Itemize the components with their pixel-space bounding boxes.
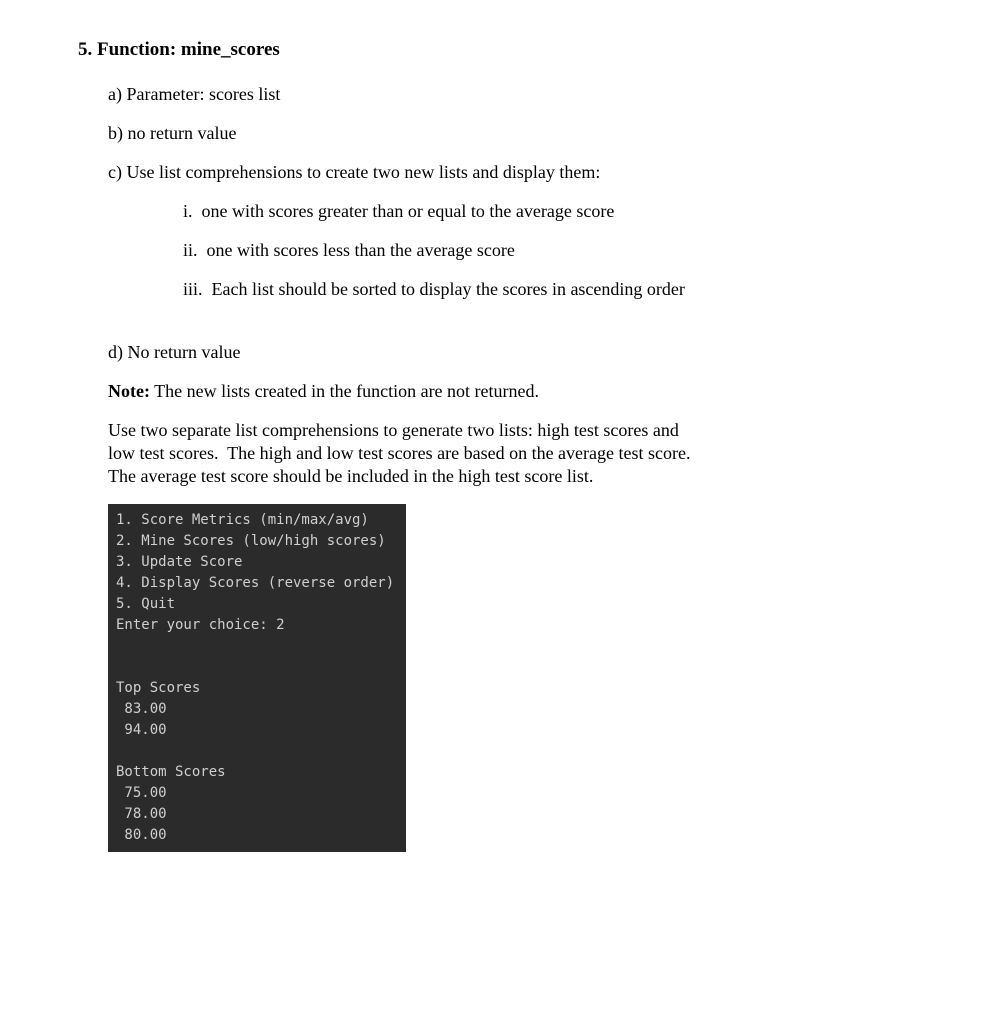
note-text: The new lists created in the function are not returned. <box>149 381 540 401</box>
sub-item-iii: iii. Each list should be sorted to display the scores in ascending order <box>183 279 685 299</box>
item-d: d) No return value <box>108 342 241 362</box>
terminal-line: 83.00 <box>116 701 167 717</box>
sub-item-ii: ii. one with scores less than the average score <box>183 240 515 260</box>
item-a: a) Parameter: scores list <box>108 84 281 104</box>
terminal-prompt-line: Enter your choice: 2 <box>116 617 285 633</box>
terminal-line: 78.00 <box>116 806 167 822</box>
item-b: b) no return value <box>108 123 237 143</box>
section-heading: 5. Function: mine_scores <box>78 39 280 60</box>
terminal-line: 4. Display Scores (reverse order) <box>116 575 395 591</box>
note-line <box>108 380 921 403</box>
terminal-line <box>116 741 398 762</box>
note-label: Note: <box>108 381 150 401</box>
terminal-line: 5. Quit <box>116 596 176 612</box>
terminal-line: 75.00 <box>116 785 167 801</box>
terminal-line: 3. Update Score <box>116 554 243 570</box>
terminal-window <box>108 504 406 852</box>
terminal-line <box>116 657 398 678</box>
terminal-line: 1. Score Metrics (min/max/avg) <box>116 512 369 528</box>
terminal-line: 94.00 <box>116 722 167 738</box>
terminal-line: Top Scores <box>116 680 201 696</box>
instructions-paragraph: Use two separate list comprehensions to generate two lists: high test scores and low test scores. The high and low test scores are based on the average test score. The average test score should be included in the high test score list. <box>108 420 700 486</box>
item-c: c) Use list comprehensions to create two new lists and display them: <box>108 162 601 182</box>
terminal-line <box>116 636 398 657</box>
terminal-line: Bottom Scores <box>116 764 226 780</box>
terminal-line: 2. Mine Scores (low/high scores) <box>116 533 386 549</box>
terminal-line: 80.00 <box>116 827 167 843</box>
sub-item-i: i. one with scores greater than or equal to the average score <box>183 201 615 221</box>
